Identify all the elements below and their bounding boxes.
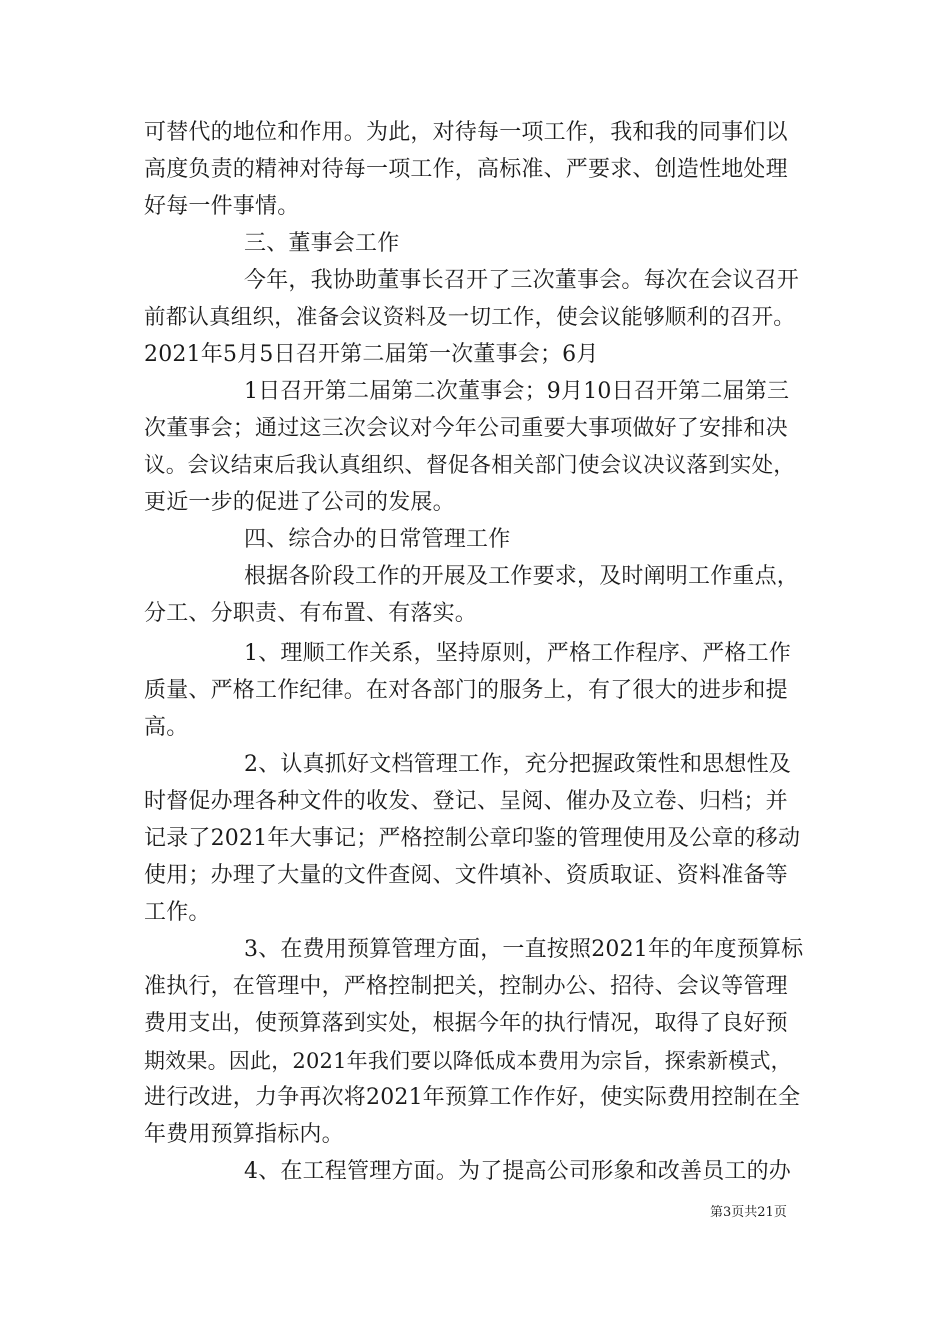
text-line: 根据各阶段工作的开展及工作要求，及时阐明工作重点， xyxy=(244,564,800,589)
text-line: 高度负责的精神对待每一项工作，高标准、严要求、创造性地处理 xyxy=(144,157,788,182)
text-line: 可替代的地位和作用。为此，对待每一项工作，我和我的同事们以 xyxy=(144,120,788,145)
text-line: 4、在工程管理方面。为了提高公司形象和改善员工的办 xyxy=(244,1159,791,1184)
page-number-footer: 第3页共21页 xyxy=(710,1205,787,1220)
text-line: 使用；办理了大量的文件查阅、文件填补、资质取证、资料准备等 xyxy=(144,863,788,888)
text-line: 准执行，在管理中，严格控制把关，控制办公、招待、会议等管理 xyxy=(144,974,788,999)
section-heading: 四、综合办的日常管理工作 xyxy=(244,527,511,552)
text-line: 更近一步的促进了公司的发展。 xyxy=(144,490,455,515)
text-line: 1、理顺工作关系，坚持原则，严格工作程序、严格工作 xyxy=(244,641,791,666)
text-line: 期效果。因此，2021年我们要以降低成本费用为宗旨，探索新模式， xyxy=(144,1049,792,1073)
text-line: 今年，我协助董事长召开了三次董事会。每次在会议召开 xyxy=(244,268,800,293)
text-line: 议。会议结束后我认真组织、督促各相关部门使会议决议落到实处， xyxy=(144,453,796,478)
section-heading: 三、董事会工作 xyxy=(244,231,400,256)
text-line: 次董事会；通过这三次会议对今年公司重要大事项做好了安排和决 xyxy=(144,416,788,441)
text-line: 高。 xyxy=(144,715,189,740)
text-line: 前都认真组织，准备会议资料及一切工作，使会议能够顺利的召开。 xyxy=(144,305,796,330)
text-line: 1日召开第二届第二次董事会；9月10日召开第二届第三 xyxy=(244,379,790,404)
text-line: 时督促办理各种文件的收发、登记、呈阅、催办及立卷、归档；并 xyxy=(144,789,788,814)
text-line: 年费用预算指标内。 xyxy=(144,1122,344,1147)
text-line: 3、在费用预算管理方面，一直按照2021年的年度预算标 xyxy=(244,937,804,962)
text-line: 记录了2021年大事记；严格控制公章印鉴的管理使用及公章的移动 xyxy=(144,826,801,851)
text-line: 2021年5月5日召开第二届第一次董事会；6月 xyxy=(144,342,599,367)
text-line: 质量、严格工作纪律。在对各部门的服务上，有了很大的进步和提 xyxy=(144,678,788,703)
text-line: 进行改进，力争再次将2021年预算工作作好，使实际费用控制在全 xyxy=(144,1085,801,1110)
text-line: 费用支出，使预算落到实处，根据今年的执行情况，取得了良好预 xyxy=(144,1011,788,1036)
text-line: 好每一件事情。 xyxy=(144,194,300,219)
text-line: 2、认真抓好文档管理工作，充分把握政策性和思想性及 xyxy=(244,752,791,777)
text-line: 分工、分职责、有布置、有落实。 xyxy=(144,601,478,626)
text-line: 工作。 xyxy=(144,900,211,925)
